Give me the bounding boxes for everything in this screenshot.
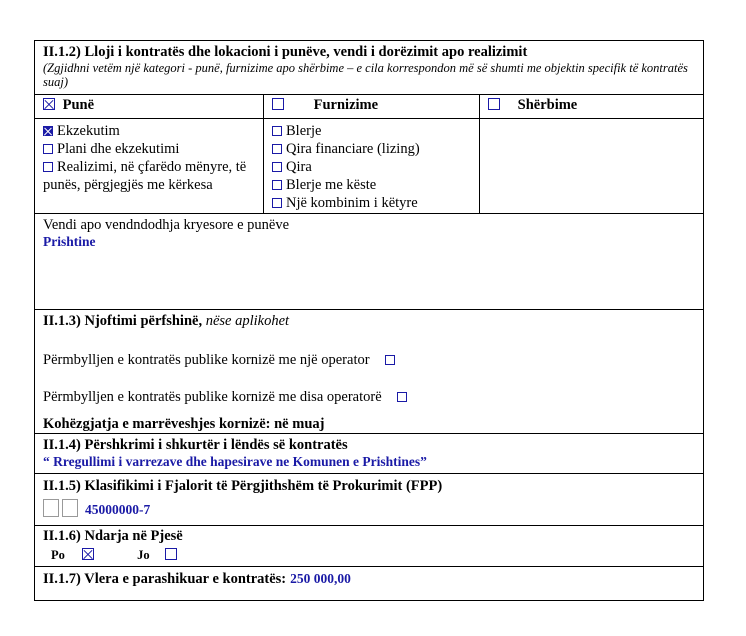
option-kombinim[interactable] (272, 194, 471, 212)
kest-checkbox-icon[interactable] (272, 180, 282, 190)
cpv-code-line (43, 499, 695, 519)
section-117 (35, 567, 703, 600)
ekzekutim-checkbox-icon[interactable] (43, 126, 53, 136)
plani-checkbox-icon[interactable] (43, 144, 53, 154)
option-blerje[interactable] (272, 122, 471, 140)
option-kest-label: Blerje me këste (286, 177, 377, 193)
option-lizing[interactable] (272, 140, 471, 158)
option-blerje-label: Blerje (286, 123, 322, 139)
option-lizing-label: Qira financiare (lizing) (286, 141, 420, 157)
lots-no-label: Jo (137, 548, 150, 562)
category-furnizime-label: Furnizime (313, 97, 379, 113)
framework-many-label: Përmbylljen e kontratës publike kornizë me disa operatorë (43, 389, 382, 405)
cpv-code: 45000000-7 (85, 502, 151, 517)
section-116-title: II.1.6) Ndarja në Pjesë (43, 528, 183, 544)
framework-duration: Kohëzgjatja e marrëveshjes kornizë: në muaj (43, 416, 325, 432)
cpv-box-1[interactable] (43, 499, 59, 517)
option-qira-label: Qira (286, 159, 312, 175)
section-113-title: II.1.3) Njoftimi përfshinë, (43, 313, 203, 329)
section-113 (35, 310, 703, 434)
section-116 (35, 526, 703, 567)
contract-form (34, 40, 704, 601)
section-115-title: II.1.5) Klasifikimi i Fjalorit të Përgjithshëm të Prokurimit (FPP) (43, 478, 443, 494)
location-value: Prishtine (43, 234, 96, 249)
option-realizimi[interactable] (43, 158, 255, 194)
category-pune-label: Punë (62, 97, 95, 113)
furnizime-checkbox-icon[interactable] (272, 98, 284, 110)
section-113-title-line (43, 313, 695, 330)
framework-one-label: Përmbylljen e kontratës publike kornizë me një operator (43, 352, 370, 368)
section-114-value: “ Rregullimi i varrezave dhe hapesirave ne Komunen e Prishtines” (43, 454, 427, 469)
category-pune[interactable] (35, 95, 264, 118)
pune-options (35, 119, 264, 213)
section-112-header (35, 41, 703, 95)
option-realizimi-label: Realizimi, në çfarëdo mënyre, të punës, përgjegjës me kërkesa (43, 159, 247, 193)
location-label: Vendi apo vendndodhja kryesore e punëve (43, 217, 290, 233)
kombinim-checkbox-icon[interactable] (272, 198, 282, 208)
category-sherbime-label: Shërbime (517, 97, 578, 113)
pune-checkbox-icon[interactable] (43, 98, 55, 110)
lots-no-checkbox-icon[interactable] (165, 548, 177, 560)
option-kest[interactable] (272, 176, 471, 194)
option-qira[interactable] (272, 158, 471, 176)
location-row (35, 214, 703, 310)
cpv-box-2[interactable] (62, 499, 78, 517)
lots-yes-checkbox-icon[interactable] (82, 548, 94, 560)
framework-one-operator[interactable] (43, 352, 399, 369)
sherbime-options (480, 119, 701, 213)
option-kombinim-label: Një kombinim i këtyre (286, 195, 418, 211)
option-plani-label: Plani dhe ekzekutimi (57, 141, 180, 157)
qira-checkbox-icon[interactable] (272, 162, 282, 172)
lizing-checkbox-icon[interactable] (272, 144, 282, 154)
realizimi-checkbox-icon[interactable] (43, 162, 53, 172)
category-furnizime[interactable] (264, 95, 480, 118)
option-ekzekutim-label: Ekzekutim (57, 123, 120, 139)
category-sherbime[interactable] (480, 95, 701, 118)
blerje-checkbox-icon[interactable] (272, 126, 282, 136)
section-117-value: 250 000,00 (290, 571, 351, 586)
framework-many-operators[interactable] (43, 389, 411, 406)
options-row (35, 119, 703, 214)
option-plani[interactable] (43, 140, 255, 158)
category-row (35, 95, 703, 119)
sherbime-checkbox-icon[interactable] (488, 98, 500, 110)
option-ekzekutim[interactable] (43, 122, 255, 140)
furnizime-options (264, 119, 480, 213)
section-117-title: II.1.7) Vlera e parashikuar e kontratës: (43, 571, 287, 587)
section-113-suffix: nëse aplikohet (205, 313, 290, 329)
lots-choice (43, 548, 695, 563)
section-114-title: II.1.4) Përshkrimi i shkurtër i lëndës së kontratës (43, 437, 348, 453)
section-114 (35, 434, 703, 474)
section-115 (35, 474, 703, 526)
framework-one-checkbox-icon[interactable] (385, 355, 395, 365)
section-112-title: II.1.2) Lloji i kontratës dhe lokacioni i punëve, vendi i dorëzimit apo realizimit (43, 44, 528, 60)
lots-yes-label: Po (51, 548, 65, 562)
framework-many-checkbox-icon[interactable] (397, 392, 407, 402)
section-112-note: (Zgjidhni vetëm një kategori - punë, furnizime apo shërbime – e cila korrespondon më së shumti me objektin specifik të kontratës suaj) (43, 61, 688, 89)
